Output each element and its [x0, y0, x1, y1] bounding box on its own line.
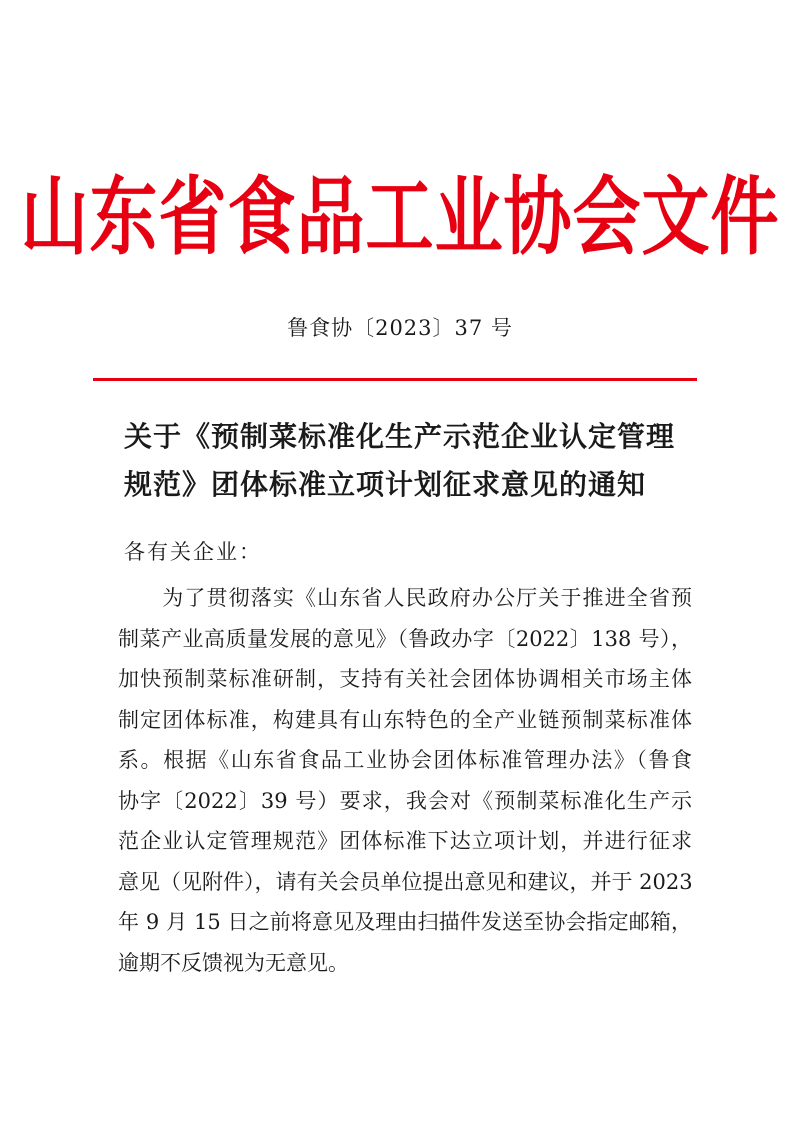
notice-title	[124, 413, 684, 509]
body-line: 系。根据《山东省食品工业协会团体标准管理办法》（鲁食	[118, 748, 692, 772]
body-line: 范企业认定管理规范》团体标准下达立项计划，并进行征求	[118, 829, 692, 853]
body-paragraph	[118, 578, 692, 983]
red-divider-line	[93, 378, 697, 381]
body-line: 年 9 月 15 日之前将意见及理由扫描件发送至协会指定邮箱，	[118, 910, 692, 934]
body-line: 加快预制菜标准研制，支持有关社会团体协调相关市场主体	[118, 667, 692, 691]
notice-title-line: 关于《预制菜标准化生产示范企业认定管理	[124, 420, 676, 453]
body-line: 意见（见附件），请有关会员单位提出意见和建议，并于 2023	[118, 869, 693, 894]
body-line: 制定团体标准，构建具有山东特色的全产业链预制菜标准体	[118, 707, 692, 732]
body-line: 逾期不反馈视为无意见。	[118, 950, 349, 975]
body-line: 协字〔2022〕39 号）要求，我会对《预制菜标准化生产示	[118, 788, 692, 813]
notice-title-line: 规范》团体标准立项计划征求意见的通知	[124, 468, 647, 501]
body-line: 制菜产业高质量发展的意见》（鲁政办字〔2022〕138 号），	[118, 626, 692, 651]
document-number: 鲁食协〔2023〕37 号	[287, 316, 513, 340]
body-line: 为了贯彻落实《山东省人民政府办公厅关于推进全省预	[118, 586, 692, 610]
masthead-title: 山东省食品工业协会文件	[20, 167, 780, 268]
salutation: 各有关企业：	[124, 540, 262, 564]
